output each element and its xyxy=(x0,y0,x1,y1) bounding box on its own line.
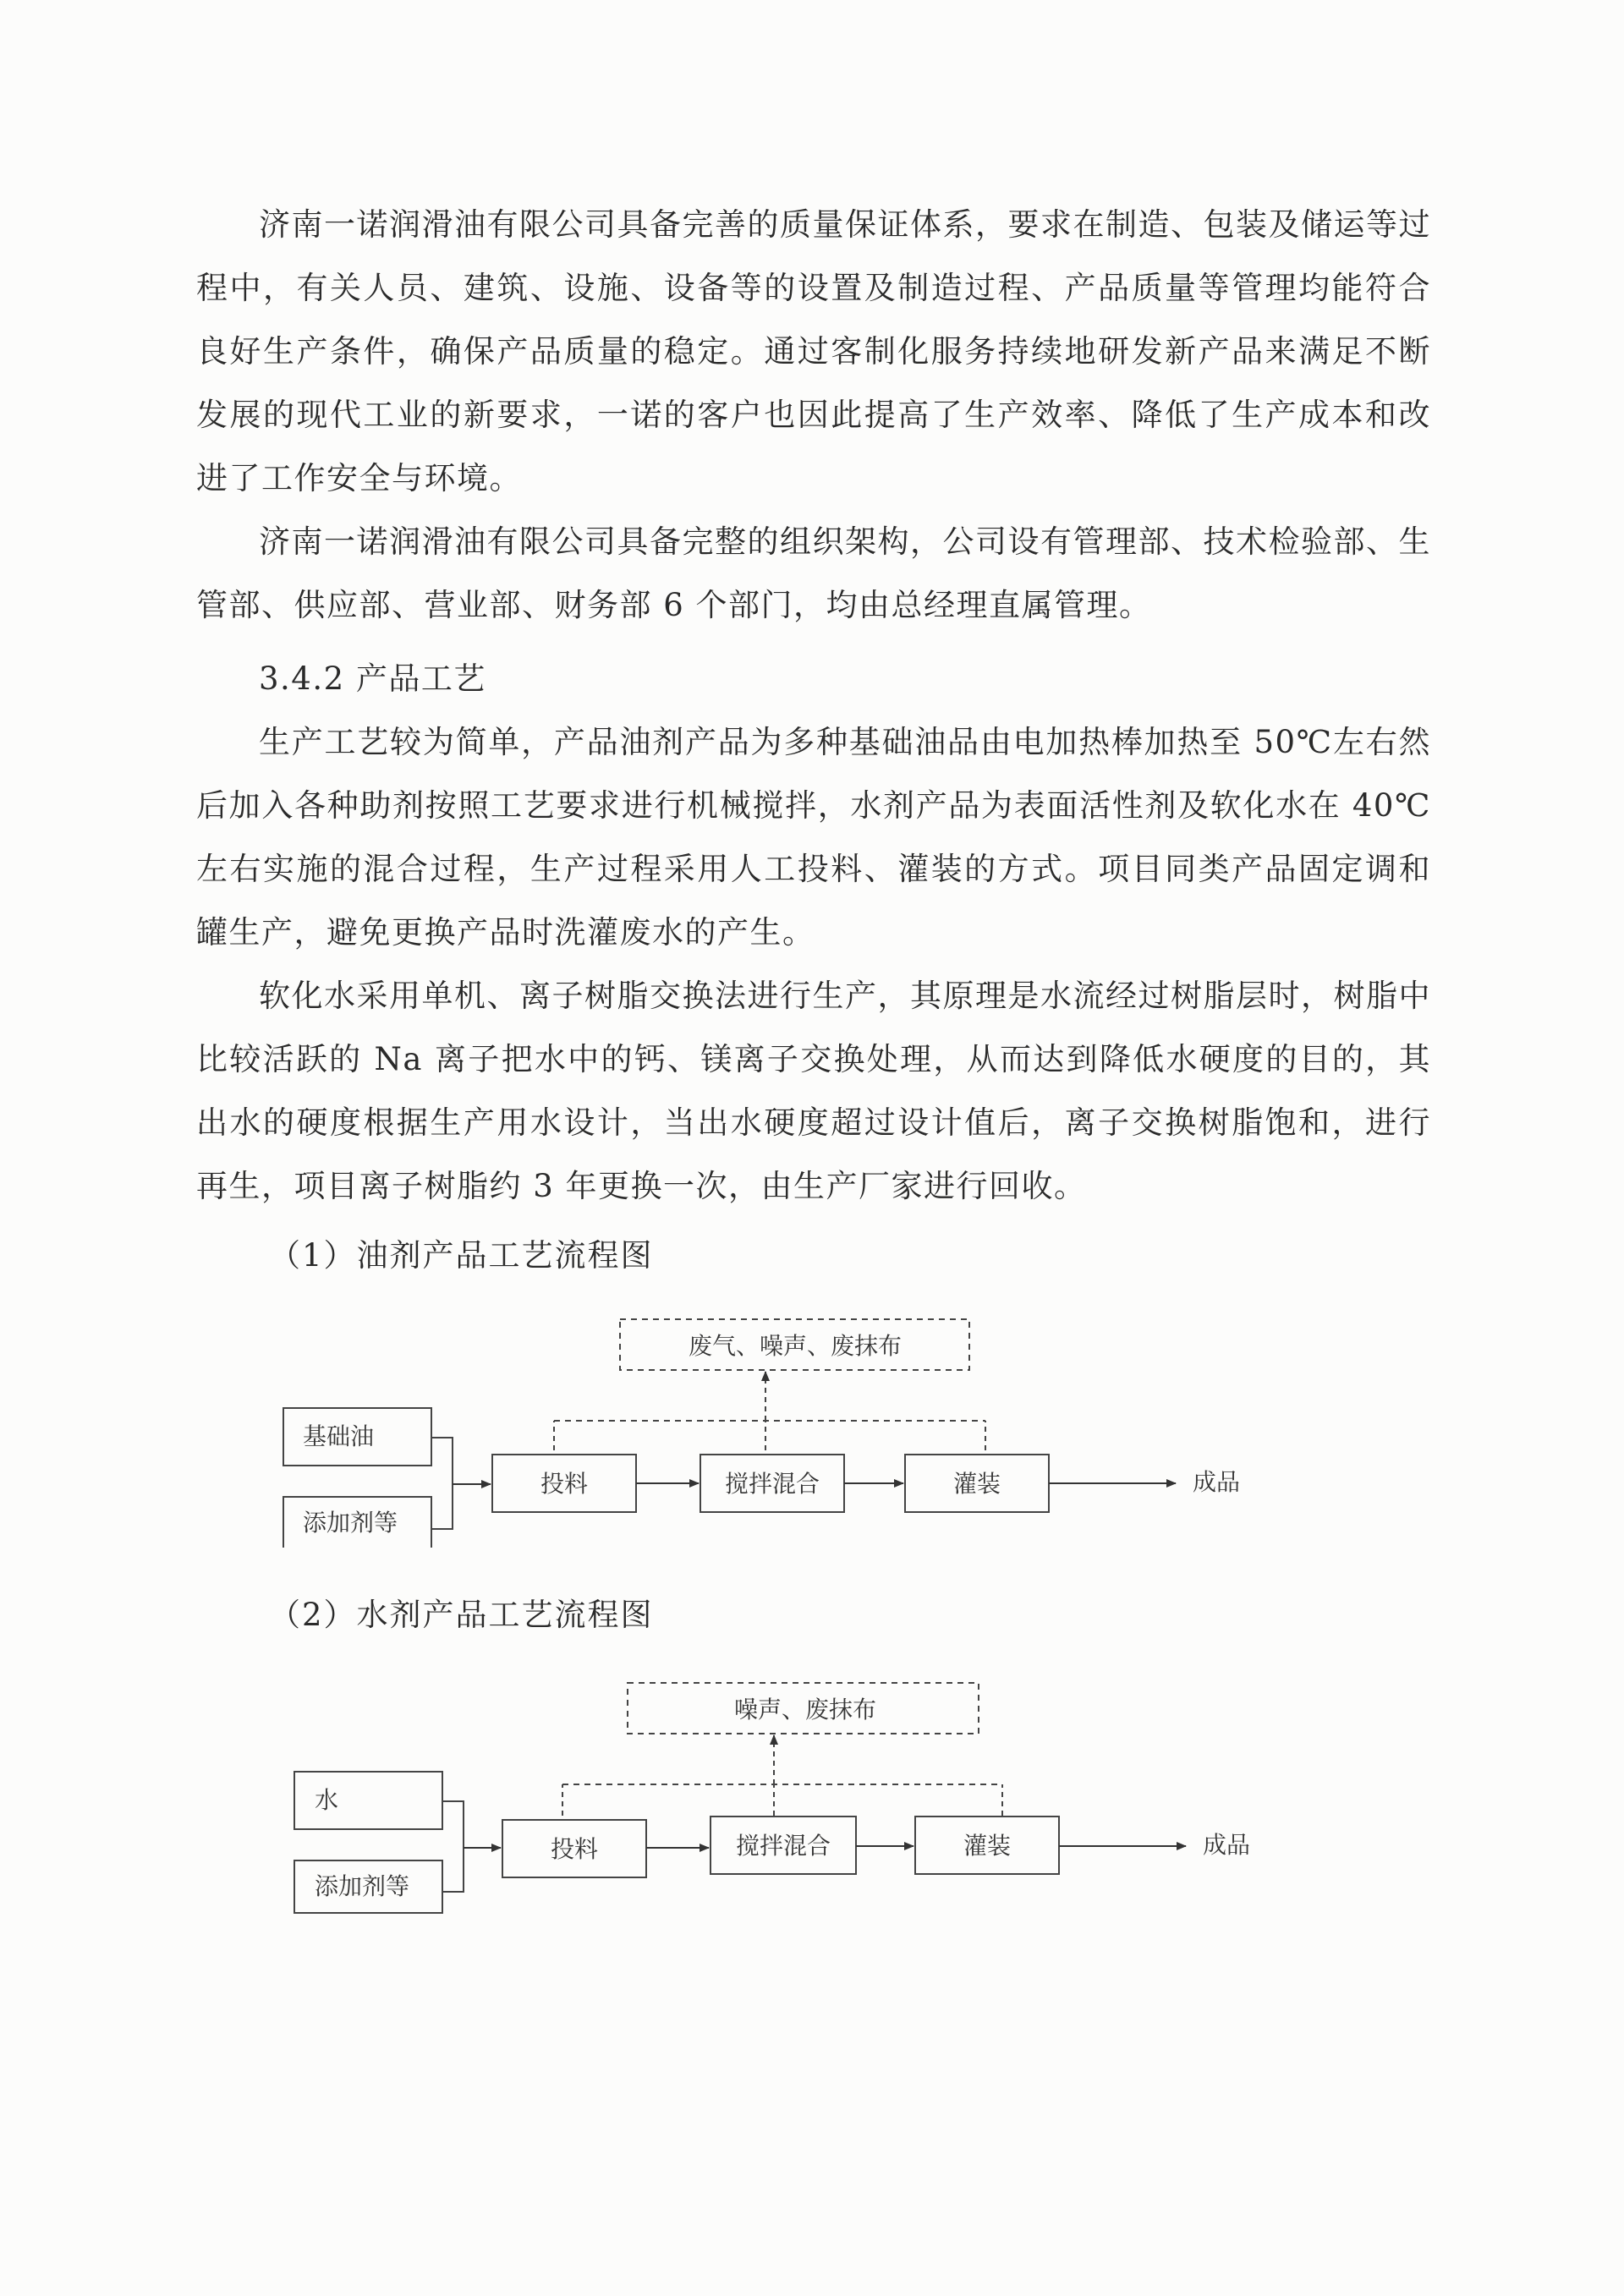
flow2-step-label-2: 搅拌混合 xyxy=(735,1832,831,1860)
section-heading: 3.4.2 产品工艺 xyxy=(259,660,486,697)
flow2-input-label-2: 添加剂等 xyxy=(315,1872,410,1900)
flow1-step-label-2: 搅拌混合 xyxy=(724,1470,820,1498)
paragraph-process: 生产工艺较为简单，产品油剂产品为多种基础油品由电加热棒加热至 50℃左右然后加入各种助剂按照工艺要求进行机械搅拌，水剂产品为表面活性剂及软化水在 40℃左右实施的混合过程，生产过程采用人工投料、灌装的方式。项目同类产品固定调和罐生产，避免更换产品时洗灌废水的产生。 xyxy=(196,724,1431,951)
flow2-emissions-label: 噪声、废抹布 xyxy=(733,1696,877,1723)
flow1-input-label-2: 添加剂等 xyxy=(303,1509,398,1537)
flow2-output-label: 成品 xyxy=(1203,1831,1251,1859)
flow1-input-label-1: 基础油 xyxy=(303,1422,375,1450)
flow1-emissions-label: 废气、噪声、废抹布 xyxy=(688,1332,903,1360)
flow1-input-bracket xyxy=(431,1438,453,1529)
flow1-output-label: 成品 xyxy=(1193,1468,1241,1496)
flow1-svg xyxy=(0,1302,1624,1548)
flow1-caption: （1）油剂产品工艺流程图 xyxy=(269,1237,654,1274)
flow2-caption: （2）水剂产品工艺流程图 xyxy=(269,1597,654,1633)
flow1-step-label-1: 投料 xyxy=(540,1470,589,1498)
flow2-input-label-1: 水 xyxy=(315,1786,339,1814)
paragraph-quality-system: 济南一诺润滑油有限公司具备完善的质量保证体系，要求在制造、包装及储运等过程中，有关人员、建筑、设施、设备等的设置及制造过程、产品质量等管理均能符合良好生产条件，确保产品质量的稳定。通过客制化服务持续地研发新产品来满足不断发展的现代工业的新要求，一诺的客户也因此提高了生产效率、降低了生产成本和改进了工作安全与环境。 xyxy=(196,206,1431,496)
flow1-step-label-3: 灌装 xyxy=(952,1470,1001,1498)
paragraph-softened-water: 软化水采用单机、离子树脂交换法进行生产，其原理是水流经过树脂层时，树脂中比较活跃的 Na 离子把水中的钙、镁离子交换处理，从而达到降低水硬度的目的，其出水的硬度根据生产用水设计，当出水硬度超过设计值后，离子交换树脂饱和，进行再生，项目离子树脂约 3 年更换一次，由生产厂家进行回收。 xyxy=(196,978,1431,1204)
flow2-input-bracket xyxy=(442,1801,464,1892)
flow2-diagram xyxy=(0,1662,1624,1924)
flow2-step-label-1: 投料 xyxy=(550,1835,599,1863)
flow2-step-label-3: 灌装 xyxy=(963,1832,1012,1860)
paragraph-organization: 济南一诺润滑油有限公司具备完整的组织架构，公司设有管理部、技术检验部、生管部、供应部、营业部、财务部 6 个部门，均由总经理直属管理。 xyxy=(196,523,1431,623)
flow2-svg xyxy=(0,1662,1624,1924)
flow1-diagram xyxy=(0,1302,1624,1548)
